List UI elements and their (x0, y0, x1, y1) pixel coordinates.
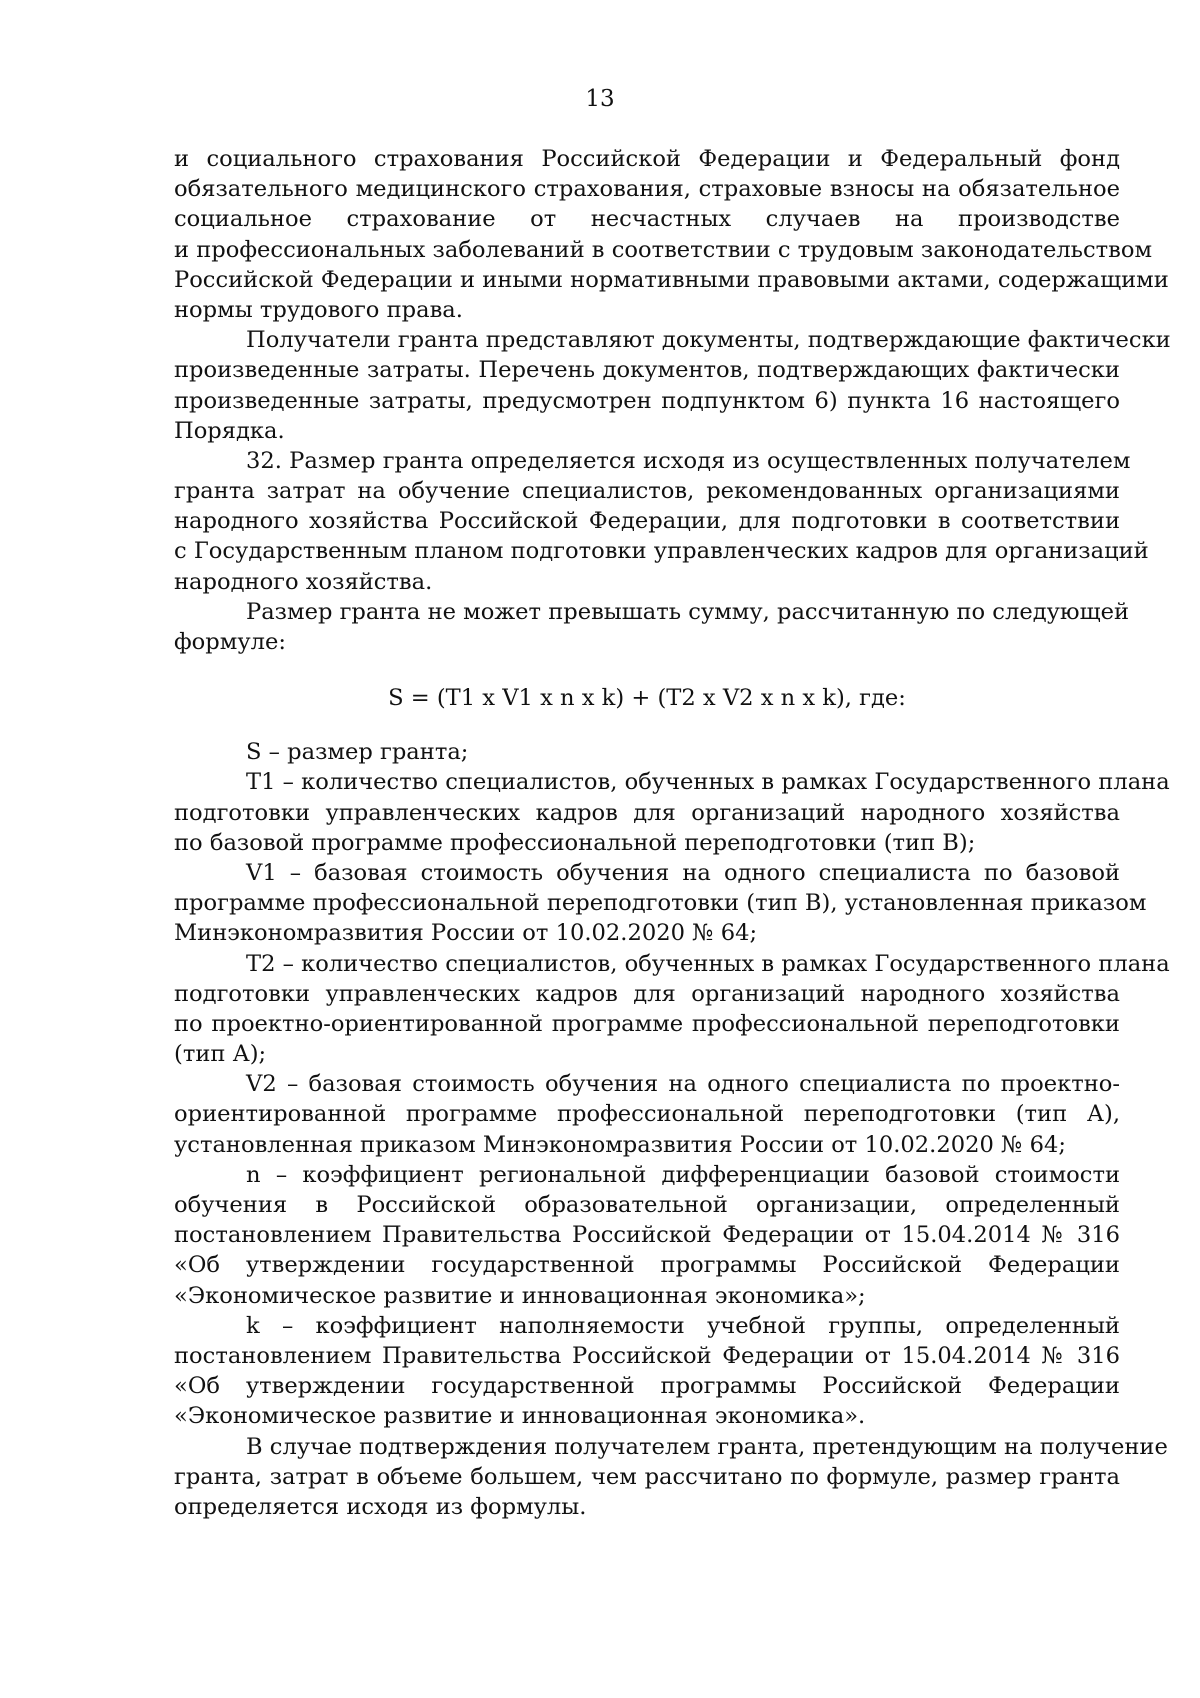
text-line: «Экономическое развитие и инновационная экономика». (174, 1403, 866, 1430)
formula: S = (T1 x V1 x n x k) + (T2 x V2 x n x k), где: (388, 685, 906, 712)
text-line: V1 – базовая стоимость обучения на одного специалиста по базовой (246, 859, 1120, 886)
text-line: гранта, затрат в объеме большем, чем рассчитано по формуле, размер гранта (174, 1463, 1120, 1490)
text-line: народного хозяйства Российской Федерации, для подготовки в соответствии (174, 508, 1120, 535)
text-line: подготовки управленческих кадров для организаций народного хозяйства (174, 980, 1120, 1007)
text-line: подготовки управленческих кадров для организаций народного хозяйства (174, 799, 1120, 826)
text-line: k – коэффициент наполняемости учебной группы, определенный (246, 1312, 1120, 1339)
text-line: определяется исходя из формулы. (174, 1493, 587, 1520)
text-line: V2 – базовая стоимость обучения на одного специалиста по проектно- (246, 1071, 1120, 1098)
text-line: Минэкономразвития России от 10.02.2020 № 64; (174, 920, 758, 947)
text-line: произведенные затраты. Перечень документов, подтверждающих фактически (174, 357, 1120, 384)
text-line: программе профессиональной переподготовки (тип B), установленная приказом (174, 890, 1147, 917)
text-line: произведенные затраты, предусмотрен подпунктом 6) пункта 16 настоящего (174, 387, 1120, 414)
text-line: установленная приказом Минэкономразвития России от 10.02.2020 № 64; (174, 1131, 1066, 1158)
text-line: обязательного медицинского страхования, страховые взносы на обязательное (174, 176, 1120, 203)
text-line: «Экономическое развитие и инновационная экономика»; (174, 1282, 866, 1309)
text-line: обучения в Российской образовательной организации, определенный (174, 1192, 1120, 1218)
text-line: 32. Размер гранта определяется исходя из осуществленных получателем (246, 447, 1131, 474)
document-body (174, 144, 1171, 1522)
text-line: гранта затрат на обучение специалистов, рекомендованных организациями (174, 478, 1120, 505)
text-line: S – размер гранта; (246, 739, 469, 766)
text-line: народного хозяйства. (174, 568, 433, 595)
text-line: Размер гранта не может превышать сумму, рассчитанную по следующей (246, 598, 1129, 625)
text-line: (тип А); (174, 1041, 267, 1068)
text-line: нормы трудового права. (174, 296, 463, 323)
text-line: формуле: (174, 629, 286, 655)
text-line: по базовой программе профессиональной переподготовки (тип B); (174, 829, 976, 856)
text-line: по проектно-ориентированной программе профессиональной переподготовки (174, 1010, 1120, 1037)
text-line: В случае подтверждения получателем гранта, претендующим на получение (246, 1433, 1168, 1460)
text-line: социальное страхование от несчастных случаев на производстве (174, 206, 1120, 233)
text-line: и социального страхования Российской Федерации и Федеральный фонд (174, 146, 1120, 172)
text-line: постановлением Правительства Российской Федерации от 15.04.2014 № 316 (174, 1222, 1120, 1249)
text-line: Российской Федерации и иными нормативными правовыми актами, содержащими (174, 266, 1169, 293)
text-line: постановлением Правительства Российской Федерации от 15.04.2014 № 316 (174, 1342, 1120, 1369)
text-line: ориентированной программе профессиональной переподготовки (тип А), (174, 1101, 1120, 1128)
text-line: «Об утверждении государственной программы Российской Федерации (174, 1252, 1120, 1279)
text-line: «Об утверждении государственной программы Российской Федерации (174, 1373, 1120, 1400)
text-line: и профессиональных заболеваний в соответствии с трудовым законодательством (174, 236, 1153, 263)
text-line: n – коэффициент региональной дифференциации базовой стоимости (246, 1161, 1120, 1188)
text-line: T2 – количество специалистов, обученных в рамках Государственного плана (246, 950, 1170, 977)
text-line: с Государственным планом подготовки управленческих кадров для организаций (174, 538, 1149, 565)
text-line: Получатели гранта представляют документы, подтверждающие фактически (246, 327, 1171, 354)
text-line: T1 – количество специалистов, обученных в рамках Государственного плана (246, 769, 1170, 796)
page-number: 13 (585, 86, 615, 112)
text-line: Порядка. (174, 417, 285, 444)
